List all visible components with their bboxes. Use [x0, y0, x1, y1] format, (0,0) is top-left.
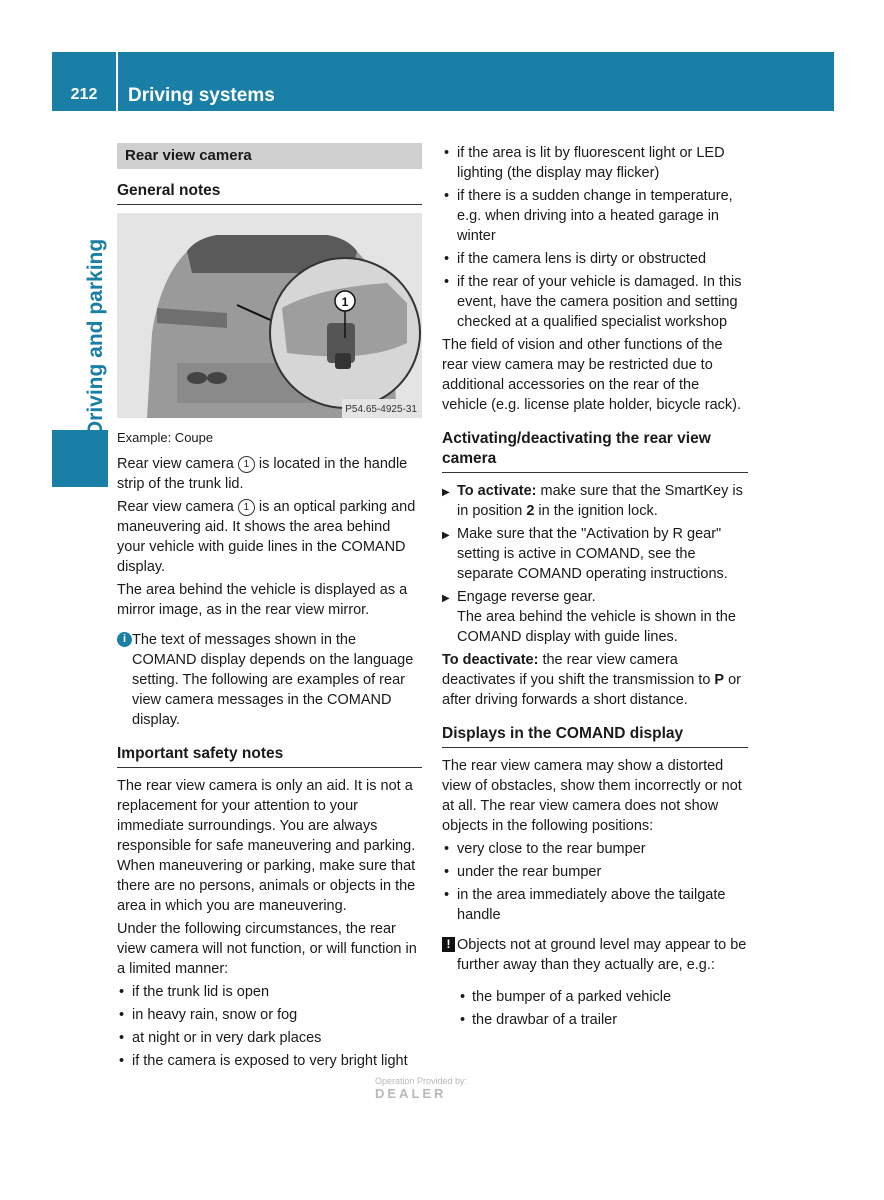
step-activate: ▶ To activate: make sure that the SmartKey is in position 2 in the ignition lock. — [442, 481, 748, 521]
field-of-vision-paragraph: The field of vision and other functions of the rear view camera may be restricted due to additional accessories on the rear of the vehicle (e.g. license plate holder, bicycle rack). — [442, 337, 742, 413]
callout-ref: 1 — [238, 499, 255, 516]
list-item: • in heavy rain, snow or fog — [117, 1005, 422, 1025]
paragraph-aid: Rear view camera 1 is an optical parking and maneuvering aid. It shows the area behind your vehicle with guide lines in the COMAND display. — [117, 499, 416, 575]
page-title: Driving systems — [128, 85, 275, 106]
figure-caption: Example: Coupe — [117, 430, 214, 445]
section-title: Rear view camera — [117, 143, 422, 169]
warning-note: ! Objects not at ground level may appear to be further away than they actually are, e.g.: — [442, 935, 748, 975]
list-item: • if there is a sudden change in temperature, e.g. when driving into a heated garage in winter — [442, 186, 748, 246]
safety-paragraph-1: The rear view camera is only an aid. It is not a replacement for your attention to your immediate surroundings. You are always responsible for safe maneuvering and parking. When maneuvering or parking, make sure that there are no persons, animals or objects in the area in which you are maneuvering. — [117, 778, 416, 914]
list-item: • if the trunk lid is open — [117, 982, 422, 1002]
displays-heading: Displays in the COMAND display — [442, 724, 748, 748]
figure-callout: 1 — [341, 295, 349, 309]
step-setting: ▶ Make sure that the "Activation by R gear" setting is active in COMAND, see the separate COMAND operating instructions. — [442, 524, 748, 584]
list-item: • the bumper of a parked vehicle — [442, 987, 748, 1007]
step-reverse: ▶ Engage reverse gear. The area behind the vehicle is shown in the COMAND display with guide lines. — [442, 587, 748, 647]
list-item: • if the camera lens is dirty or obstructed — [442, 249, 748, 269]
side-tab-block — [52, 430, 108, 487]
car-rear-illustration — [117, 213, 422, 418]
deactivate-paragraph: To deactivate: the rear view camera deactivates if you shift the transmission to P or after driving forwards a short distance. — [442, 652, 741, 708]
list-item: • the drawbar of a trailer — [442, 1010, 748, 1030]
list-item: • if the camera is exposed to very bright light — [117, 1051, 422, 1071]
displays-paragraph: The rear view camera may show a distorted view of obstacles, show them incorrectly or not at all. The rear view camera does not show objects in the following positions: — [442, 758, 742, 834]
list-item: • under the rear bumper — [442, 862, 748, 882]
list-item: • if the area is lit by fluorescent light or LED lighting (the display may flicker) — [442, 143, 748, 183]
watermark: Operation Provided by: DEALER — [375, 1076, 468, 1101]
left-column — [117, 143, 422, 1074]
list-item: • at night or in very dark places — [117, 1028, 422, 1048]
callout-ref: 1 — [238, 456, 255, 473]
activating-heading: Activating/deactivating the rear view camera — [442, 429, 748, 473]
page-number: 212 — [70, 86, 98, 103]
info-icon: i — [117, 632, 132, 647]
paragraph-location: Rear view camera 1 is located in the handle strip of the trunk lid. — [117, 456, 408, 492]
rear-camera-figure — [117, 213, 422, 418]
figure-code: P54.65-4925-31 — [345, 404, 417, 415]
warning-icon: ! — [442, 937, 455, 952]
safety-heading: Important safety notes — [117, 744, 422, 768]
right-column — [442, 143, 748, 1033]
list-item: • in the area immediately above the tailgate handle — [442, 885, 748, 925]
safety-paragraph-2: Under the following circumstances, the rear view camera will not function, or will function in a limited manner: — [117, 921, 417, 977]
paragraph-mirror: The area behind the vehicle is displayed as a mirror image, as in the rear view mirror. — [117, 582, 408, 618]
list-item: • if the rear of your vehicle is damaged. In this event, have the camera position and setting checked at a qualified specialist workshop — [442, 272, 748, 332]
list-item: • very close to the rear bumper — [442, 839, 748, 859]
general-notes-heading: General notes — [117, 181, 422, 205]
info-note: i The text of messages shown in the COMAND display depends on the language setting. The following are examples of rear view camera messages in the COMAND display. — [117, 630, 422, 730]
side-tab-label: Driving and parking — [84, 238, 107, 436]
